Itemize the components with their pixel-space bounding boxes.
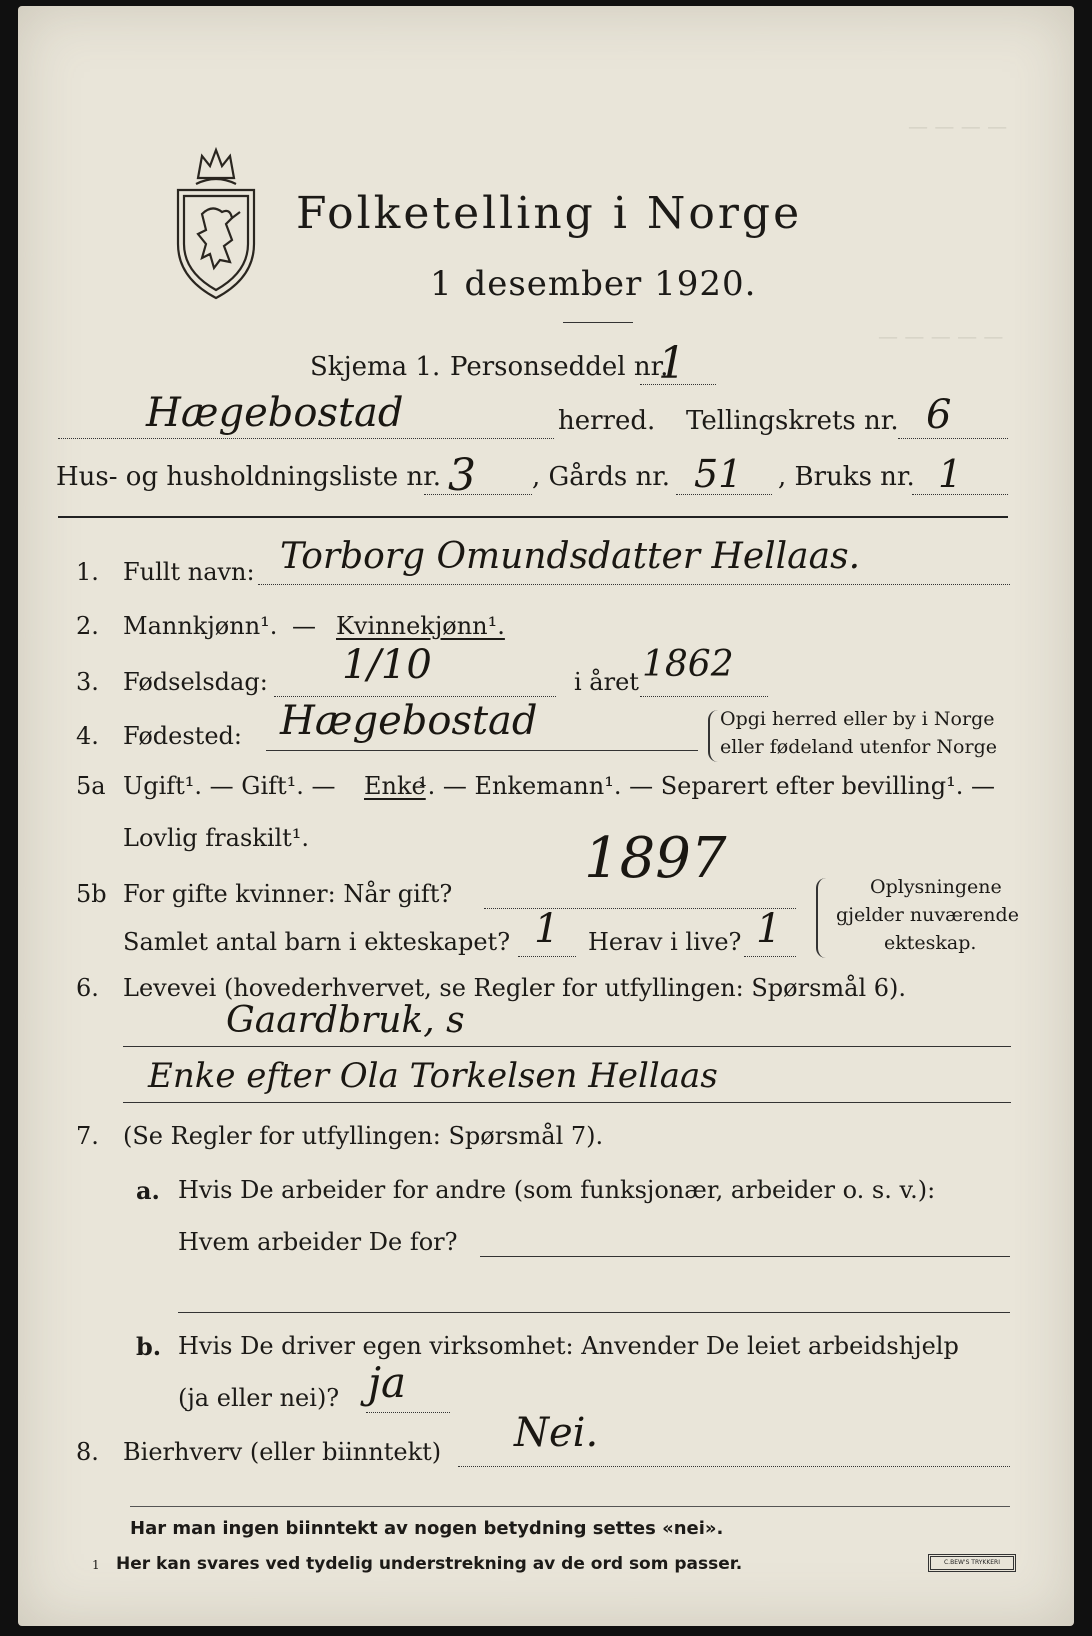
q3-number: 3. <box>76 668 99 696</box>
q7b-line2: (ja eller nei)? <box>178 1384 340 1412</box>
footer-note: Har man ingen biinntekt av nogen betydning settes «nei». <box>130 1518 724 1539</box>
q8-field-line <box>458 1466 1010 1467</box>
gards-value[interactable]: 51 <box>694 452 743 496</box>
q6-value2[interactable]: Enke efter Ola Torkelsen Hellaas <box>148 1056 718 1096</box>
q3-aaret-line <box>640 696 768 697</box>
q4-label: Fødested: <box>123 722 242 750</box>
q2-dash: — <box>292 612 316 640</box>
q3-field-line <box>274 696 556 697</box>
q1-field-line <box>258 584 1010 585</box>
gards-label: , Gårds nr. <box>532 462 671 492</box>
q2-mann: Mannkjønn¹. <box>123 612 278 640</box>
q7-label: (Se Regler for utfyllingen: Spørsmål 7). <box>123 1122 604 1150</box>
q3-aaret-label: i året <box>574 668 639 696</box>
q4-value[interactable]: Hægebostad <box>280 698 538 744</box>
herred-value[interactable]: Hægebostad <box>146 390 404 436</box>
q8-value[interactable]: Nei. <box>514 1410 599 1456</box>
hus-value[interactable]: 3 <box>448 450 476 501</box>
q3-label: Fødselsdag: <box>123 668 268 696</box>
bleed-through-text: — — — — — <box>878 324 1004 348</box>
personseddel-value[interactable]: 1 <box>658 338 686 389</box>
q7a-line2: Hvem arbeider De for? <box>178 1228 458 1256</box>
q5a-rest: ¹. — Enkemann¹. — Separert efter bevilling¹. — <box>418 772 996 800</box>
coat-of-arms-icon <box>168 144 264 304</box>
q7a-field-line2[interactable] <box>178 1312 1010 1313</box>
q4-number: 4. <box>76 722 99 750</box>
q3-aaret-value[interactable]: 1862 <box>642 644 734 685</box>
q5b-ilive-value[interactable]: 1 <box>756 906 782 952</box>
bleed-through-text: — — — — <box>908 114 1008 138</box>
footnote: Her kan svares ved tydelig understrekning av de ord som passer. <box>116 1554 743 1574</box>
footer-divider <box>130 1506 1010 1507</box>
q1-value[interactable]: Torborg Omundsdatter Hellaas. <box>280 536 861 577</box>
q4-brace <box>708 710 718 762</box>
personseddel-label: Personseddel nr. <box>450 352 669 382</box>
q7a-field-line[interactable] <box>480 1256 1010 1257</box>
q1-label: Fullt navn: <box>123 558 255 586</box>
q2-number: 2. <box>76 612 99 640</box>
q7a-number: a. <box>136 1176 160 1205</box>
q6-number: 6. <box>76 974 99 1002</box>
herred-label: herred. <box>558 406 656 436</box>
q5b-gift-line <box>484 908 796 909</box>
q3-value[interactable]: 1/10 <box>342 642 432 688</box>
q4-note-line1: Opgi herred eller by i Norge <box>720 708 995 730</box>
tellingskrets-value[interactable]: 6 <box>926 392 952 438</box>
q7-number: 7. <box>76 1122 99 1150</box>
printer-stamp-label: C.BEW'S TRYKKERI <box>930 1556 1014 1570</box>
header-divider <box>58 516 1008 518</box>
q8-number: 8. <box>76 1438 99 1466</box>
footnote-mark: 1 <box>92 1558 100 1572</box>
q4-note-line2: eller fødeland utenfor Norge <box>720 736 997 758</box>
form-date: 1 desember 1920. <box>430 264 757 304</box>
q6-value1[interactable]: Gaardbruk, s <box>226 1000 465 1041</box>
tellingskrets-field-line <box>898 438 1008 439</box>
bruks-label: , Bruks nr. <box>778 462 915 492</box>
q6-field-line2 <box>123 1102 1011 1103</box>
q8-label: Bierhverv (eller biinntekt) <box>123 1438 442 1466</box>
q5b-ilive-line <box>744 956 796 957</box>
q7b-number: b. <box>136 1332 162 1361</box>
q5b-number: 5b <box>76 880 107 908</box>
q6-label: Levevei (hovederhvervet, se Regler for utfyllingen: Spørsmål 6). <box>123 974 907 1002</box>
q5b-brace <box>816 878 827 958</box>
hus-field-line <box>424 494 532 495</box>
q5b-note-line1: Oplysningene <box>870 876 1002 898</box>
q5b-note-line2: gjelder nuværende <box>836 904 1019 926</box>
bruks-value[interactable]: 1 <box>938 452 963 496</box>
title-divider <box>563 322 633 323</box>
q2-kvinne: Kvinnekjønn¹. <box>336 612 505 640</box>
printer-stamp <box>928 1554 1016 1572</box>
q7b-field-line <box>366 1412 450 1413</box>
census-form <box>18 6 1074 1626</box>
q5b-barn-label: Samlet antal barn i ekteskapet? <box>123 928 511 956</box>
q5b-note-line3: ekteskap. <box>884 932 977 954</box>
skjema-label: Skjema 1. <box>310 352 441 382</box>
q5a-enke: Enke <box>364 772 426 800</box>
q5b-gift-value[interactable]: 1897 <box>584 826 727 891</box>
q4-field-line <box>266 750 698 751</box>
q5b-ilive-label: Herav i live? <box>588 928 742 956</box>
q6-field-line1 <box>123 1046 1011 1047</box>
q1-number: 1. <box>76 558 99 586</box>
form-title: Folketelling i Norge <box>296 188 803 239</box>
q7b-label: Hvis De driver egen virksomhet: Anvender De leiet arbeidshjelp <box>178 1332 959 1360</box>
q7a-label: Hvis De arbeider for andre (som funksjonær, arbeider o. s. v.): <box>178 1176 936 1204</box>
q5a-number: 5a <box>76 772 106 800</box>
q5a-line2: Lovlig fraskilt¹. <box>123 824 310 852</box>
hus-label: Hus- og husholdningsliste nr. <box>56 462 442 492</box>
q5b-barn-line <box>518 956 576 957</box>
q7b-value[interactable]: ja <box>368 1358 407 1407</box>
herred-field-line <box>58 438 554 439</box>
q5b-barn-value[interactable]: 1 <box>534 906 560 952</box>
q5b-label: For gifte kvinner: Når gift? <box>123 880 453 908</box>
q5a-ugift-gift: Ugift¹. — Gift¹. — <box>123 772 336 800</box>
tellingskrets-label: Tellingskrets nr. <box>686 406 899 436</box>
